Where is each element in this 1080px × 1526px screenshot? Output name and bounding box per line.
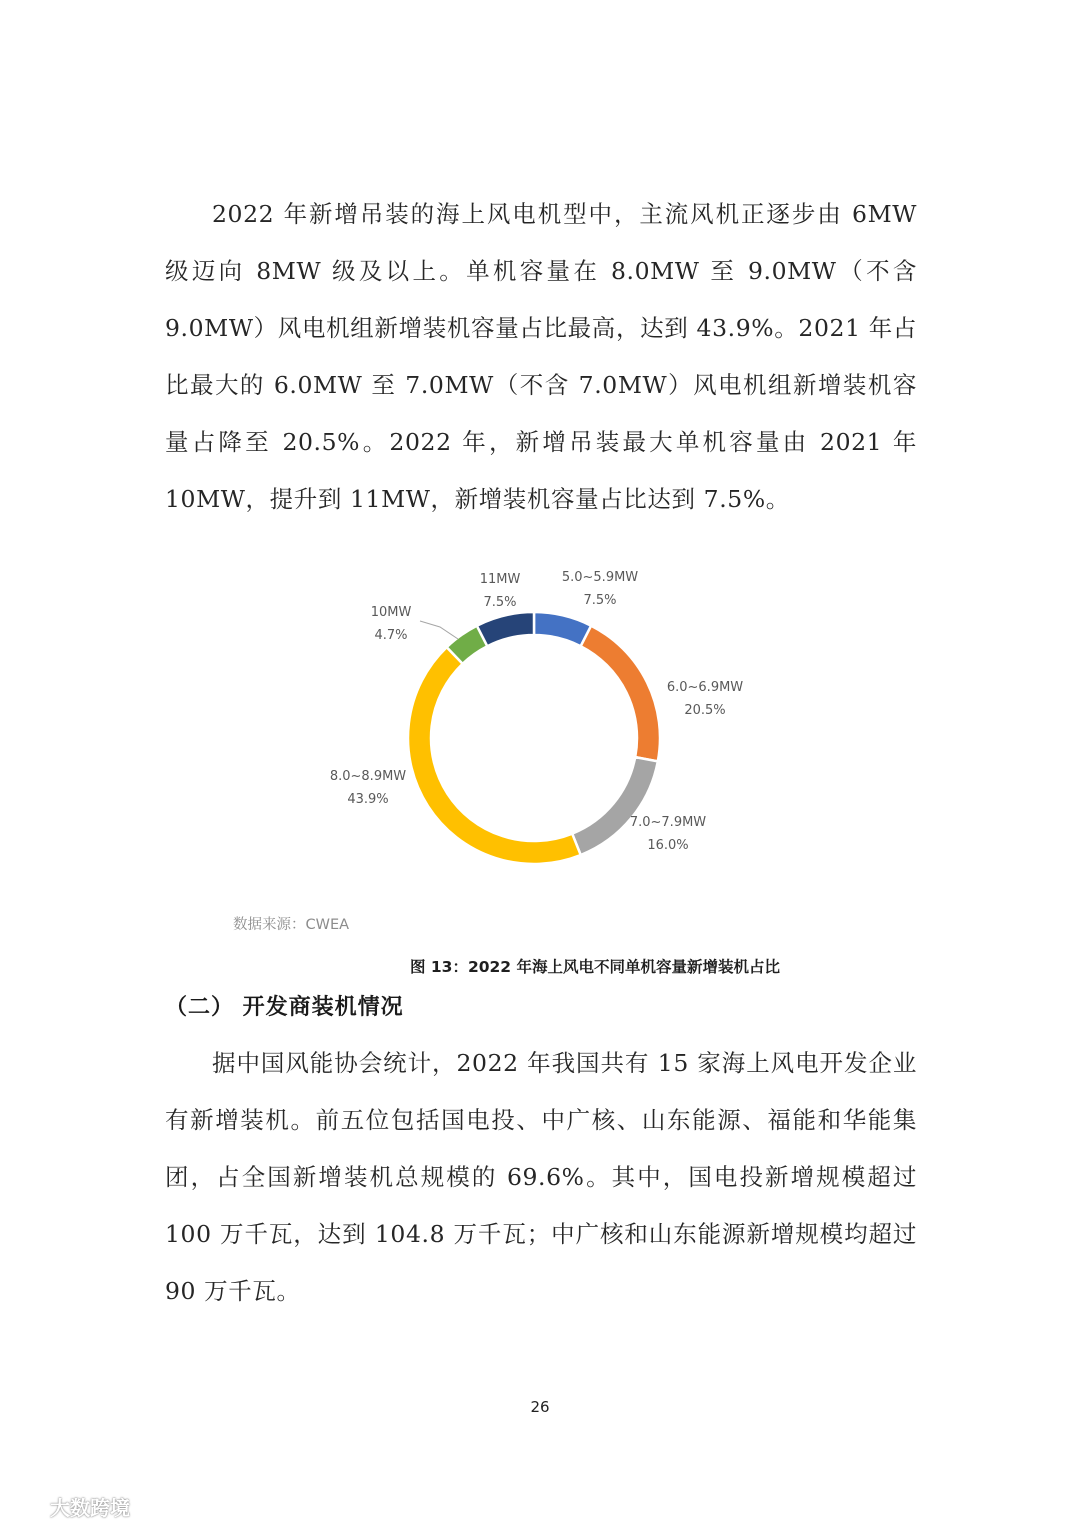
slice-value-label-1: 20.5% bbox=[684, 703, 726, 718]
donut-chart bbox=[300, 555, 780, 895]
donut-slice-1 bbox=[581, 626, 660, 762]
donut-slice-3 bbox=[408, 647, 581, 864]
chart-source: 数据来源：CWEA bbox=[233, 917, 350, 933]
page-number: 26 bbox=[530, 1398, 550, 1416]
slice-value-label-2: 16.0% bbox=[647, 838, 689, 853]
slice-label-0: 5.0~5.9MW bbox=[561, 570, 639, 585]
watermark-text: 大数跨境 bbox=[50, 1496, 130, 1520]
slice-value-label-0: 7.5% bbox=[583, 593, 617, 608]
leader-line bbox=[420, 621, 458, 639]
donut-slice-2 bbox=[572, 757, 658, 855]
watermark-logo-icon bbox=[12, 1496, 44, 1518]
slice-label-2: 7.0~7.9MW bbox=[629, 815, 707, 830]
donut-slice-5 bbox=[477, 612, 534, 646]
slice-label-5: 11MW bbox=[479, 572, 521, 587]
slice-label-1: 6.0~6.9MW bbox=[666, 680, 744, 695]
body-paragraph-1: 2022 年新增吊装的海上风电机型中，主流风机正逐步由 6MW 级迈向 8MW 级及以上。单机容量在 8.0MW 至 9.0MW（不含 9.0MW）风电机组新增装机容量占比最高，达到 43.9%。2021 年占比最大的 6.0MW 至 7.0MW（不含 7.0MW）风电机组新增装机容量占降至 20.5%。2022 年，新增吊装最大单机容量由 2021 年 10MW，提升到 11MW，新增装机容量占比达到 7.5%。 bbox=[165, 200, 917, 513]
figure-caption: 图 13：2022 年海上风电不同单机容量新增装机占比 bbox=[409, 958, 780, 976]
slice-label-4: 10MW bbox=[370, 605, 412, 620]
section-heading: （二） 开发商装机情况 bbox=[165, 995, 404, 1020]
slice-value-label-3: 43.9% bbox=[347, 792, 389, 807]
watermark bbox=[12, 1492, 130, 1521]
slice-value-label-4: 4.7% bbox=[374, 628, 408, 643]
slice-label-3: 8.0~8.9MW bbox=[329, 769, 407, 784]
body-paragraph-2: 据中国风能协会统计，2022 年我国共有 15 家海上风电开发企业有新增装机。前五位包括国电投、中广核、山东能源、福能和华能集团，占全国新增装机总规模的 69.6%。其中，国电投新增规模超过 100 万千瓦，达到 104.8 万千瓦；中广核和山东能源新增规模均超过 90 万千瓦。 bbox=[165, 1049, 917, 1305]
slice-value-label-5: 7.5% bbox=[483, 595, 517, 610]
